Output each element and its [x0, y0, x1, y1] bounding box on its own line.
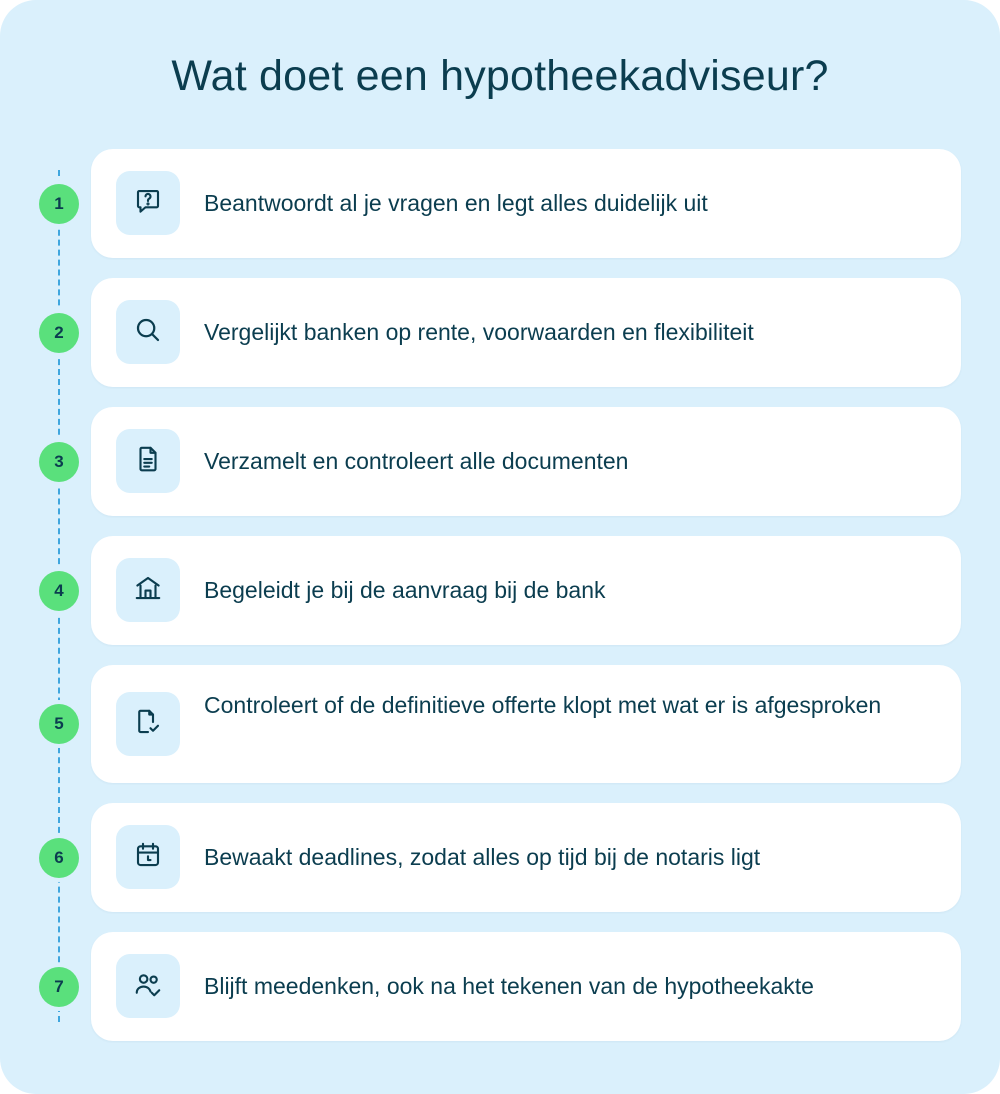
step-number-badge: 5: [39, 704, 79, 744]
step-number-badge: 6: [39, 838, 79, 878]
search-icon: [133, 315, 163, 350]
step-text: Verzamelt en controleert alle documenten: [204, 448, 629, 474]
step-text: Beantwoordt al je vragen en legt alles duidelijk uit: [204, 190, 708, 216]
icon-container: [116, 171, 180, 235]
icon-container: [116, 558, 180, 622]
bank-icon: [133, 573, 163, 608]
step-card: [91, 536, 961, 645]
step-card: [91, 149, 961, 258]
calendar-deadline-icon: [133, 840, 163, 875]
step-card: [91, 278, 961, 387]
icon-container: [116, 692, 180, 756]
step-number-badge: 4: [39, 571, 79, 611]
step-card: [91, 932, 961, 1041]
step-number-badge: 2: [39, 313, 79, 353]
step-number-badge: 3: [39, 442, 79, 482]
document-check-icon: [133, 707, 163, 742]
step-text: Blijft meedenken, ook na het tekenen van de hypotheekakte: [204, 973, 814, 999]
icon-container: [116, 954, 180, 1018]
document-icon: [133, 444, 163, 479]
step-text: Vergelijkt banken op rente, voorwaarden en flexibiliteit: [204, 319, 754, 345]
step-text: Controleert of de definitieve offerte klopt met wat er is afgesproken: [204, 692, 882, 718]
step-text: Begeleidt je bij de aanvraag bij de bank: [204, 577, 606, 603]
step-card: [91, 803, 961, 912]
page-title: Wat doet een hypotheekadviseur?: [171, 52, 829, 100]
step-text: Bewaakt deadlines, zodat alles op tijd bij de notaris ligt: [204, 844, 761, 870]
icon-container: [116, 429, 180, 493]
icon-container: [116, 300, 180, 364]
step-card: [91, 407, 961, 516]
icon-container: [116, 825, 180, 889]
step-card: [91, 665, 961, 783]
step-number-badge: 1: [39, 184, 79, 224]
people-check-icon: [133, 969, 163, 1004]
step-number-badge: 7: [39, 967, 79, 1007]
question-bubble-icon: [133, 186, 163, 221]
